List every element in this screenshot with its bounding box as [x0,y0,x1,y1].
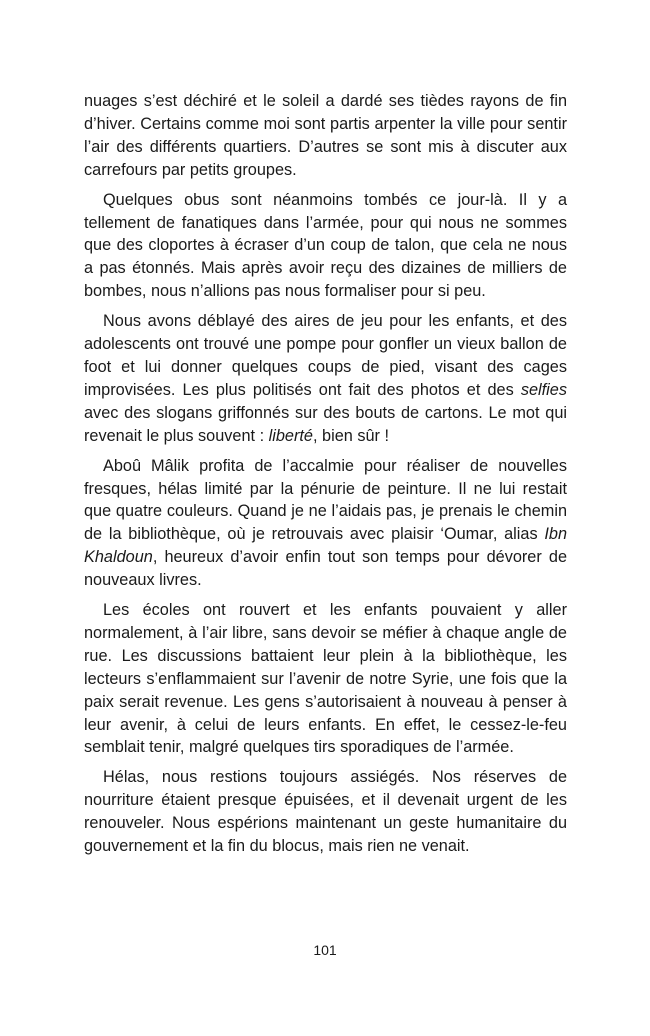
paragraph-2 [84,189,567,304]
paragraph-1 [84,90,567,182]
page-body [84,90,567,865]
paragraph-6 [84,766,567,858]
paragraph-3-text-c: , bien sûr ! [313,426,390,445]
paragraph-5-text: Les écoles ont rouvert et les enfants pouvaient y aller normalement, à l’air libre, sans devoir se méfier à chaque angle de rue. Les discussions battaient leur plein à la bibliothèque, les lecteurs s’enflammaient sur l’avenir de notre Syrie, une fois que la paix serait revenue. Les gens s’autorisaient à nouveau à penser à leur avenir, à celui de leurs enfants. En effet, le cessez-le-feu semblait tenir, malgré quelques tirs sporadiques de l’armée. [84,601,567,757]
paragraph-3-italic-liberte: liberté [268,426,313,445]
paragraph-4 [84,455,567,592]
paragraph-4-text-b: , heureux d’avoir enfin tout son temps pour dévorer de nouveaux livres. [84,548,567,590]
paragraph-3-italic-selfies: selfies [520,380,567,399]
paragraph-4-text-a: Aboû Mâlik profita de l’accalmie pour réaliser de nouvelles fresques, hélas limité par la pénurie de peinture. Il ne lui restait que quatre couleurs. Quand je ne l’aidais pas, je prenais le chemin de la bibliothèque, où je retrouvais avec plaisir ‘Oumar, alias [84,456,567,544]
paragraph-3-text-b: avec des slogans griffonnés sur des bouts de cartons. Le mot qui revenait le plus souvent : [84,403,567,445]
paragraph-3 [84,310,567,447]
paragraph-6-text: Hélas, nous restions toujours assiégés. Nos réserves de nourriture étaient presque épuisées, et il devenait urgent de les renouveler. Nous espérions maintenant un geste humanitaire du gouvernement et la fin du blocus, mais rien ne venait. [84,768,567,856]
paragraph-2-text: Quelques obus sont néanmoins tombés ce jour-là. Il y a tellement de fanatiques dans l’armée, pour qui nous ne sommes que des cloportes à écraser d’un coup de talon, que cela ne nous a pas étonnés. Mais après avoir reçu des dizaines de milliers de bombes, nous n’allions pas nous formaliser pour si peu. [84,190,567,301]
paragraph-3-text-a: Nous avons déblayé des aires de jeu pour les enfants, et des adolescents ont trouvé une pompe pour gonfler un vieux ballon de foot et lui donner quelques coups de pied, visant des cages improvisées. Les plus politisés ont fait des photos et des [84,312,567,399]
paragraph-4-italic-ibn-khaldoun: Ibn Khaldoun [84,525,567,567]
page-number: 101 [313,942,337,958]
paragraph-5 [84,599,567,759]
paragraph-1-text: nuages s’est déchiré et le soleil a dardé ses tièdes rayons de fin d’hiver. Certains comme moi sont partis arpenter la ville pour sentir l’air des différents quartiers. D’autres se sont mis à discuter aux carrefours par petits groupes. [84,92,567,179]
